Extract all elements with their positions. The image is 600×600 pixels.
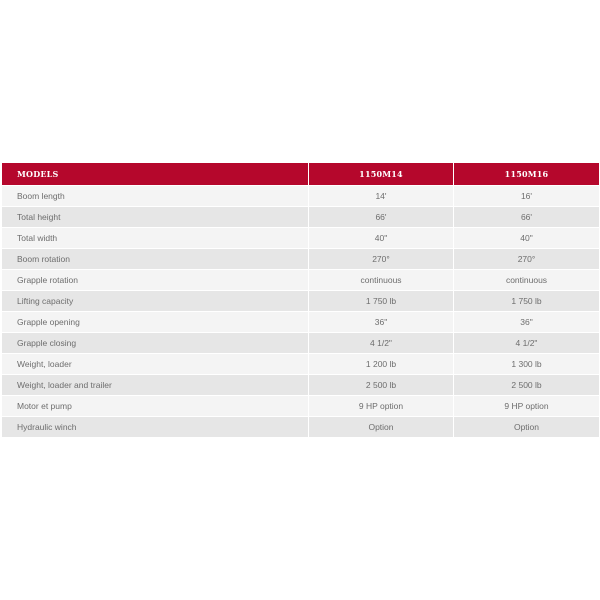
- cell-1150m16: 4 1/2": [454, 332, 599, 353]
- cell-1150m14: 14': [309, 185, 454, 206]
- cell-1150m16: 2 500 lb: [454, 374, 599, 395]
- cell-1150m16: 1 300 lb: [454, 353, 599, 374]
- table-row: [2, 332, 599, 353]
- cell-1150m16: 16': [454, 185, 599, 206]
- header-model-1150m16: 1150M16: [454, 163, 599, 185]
- cell-1150m16: 40": [454, 227, 599, 248]
- cell-1150m14: Option: [309, 416, 454, 437]
- table-row: [2, 248, 599, 269]
- header-models: MODELS: [2, 163, 309, 185]
- table-row: [2, 395, 599, 416]
- cell-1150m14: 1 200 lb: [309, 353, 454, 374]
- cell-1150m16: 1 750 lb: [454, 290, 599, 311]
- specifications-table: [2, 163, 599, 437]
- table-body: [2, 185, 599, 437]
- table-row: [2, 290, 599, 311]
- row-label: Hydraulic winch: [2, 416, 309, 437]
- row-label: Grapple rotation: [2, 269, 309, 290]
- row-label: Weight, loader and trailer: [2, 374, 309, 395]
- row-label: Total height: [2, 206, 309, 227]
- table-row: [2, 206, 599, 227]
- row-label: Grapple closing: [2, 332, 309, 353]
- table-row: [2, 269, 599, 290]
- cell-1150m14: 4 1/2": [309, 332, 454, 353]
- table-row: [2, 374, 599, 395]
- table-header: [2, 163, 599, 185]
- specifications-table-container: [2, 163, 599, 437]
- table-row: [2, 353, 599, 374]
- cell-1150m14: 40": [309, 227, 454, 248]
- header-model-1150m14: 1150M14: [309, 163, 454, 185]
- cell-1150m14: 66': [309, 206, 454, 227]
- row-label: Lifting capacity: [2, 290, 309, 311]
- cell-1150m16: Option: [454, 416, 599, 437]
- header-row: [2, 163, 599, 185]
- table-row: [2, 416, 599, 437]
- cell-1150m16: 9 HP option: [454, 395, 599, 416]
- cell-1150m16: 270°: [454, 248, 599, 269]
- cell-1150m16: 66': [454, 206, 599, 227]
- row-label: Motor et pump: [2, 395, 309, 416]
- row-label: Weight, loader: [2, 353, 309, 374]
- cell-1150m16: 36": [454, 311, 599, 332]
- cell-1150m14: 1 750 lb: [309, 290, 454, 311]
- row-label: Total width: [2, 227, 309, 248]
- cell-1150m14: 9 HP option: [309, 395, 454, 416]
- cell-1150m14: 36": [309, 311, 454, 332]
- row-label: Boom length: [2, 185, 309, 206]
- table-row: [2, 311, 599, 332]
- row-label: Grapple opening: [2, 311, 309, 332]
- table-row: [2, 227, 599, 248]
- cell-1150m14: 2 500 lb: [309, 374, 454, 395]
- cell-1150m16: continuous: [454, 269, 599, 290]
- table-row: [2, 185, 599, 206]
- row-label: Boom rotation: [2, 248, 309, 269]
- cell-1150m14: 270°: [309, 248, 454, 269]
- cell-1150m14: continuous: [309, 269, 454, 290]
